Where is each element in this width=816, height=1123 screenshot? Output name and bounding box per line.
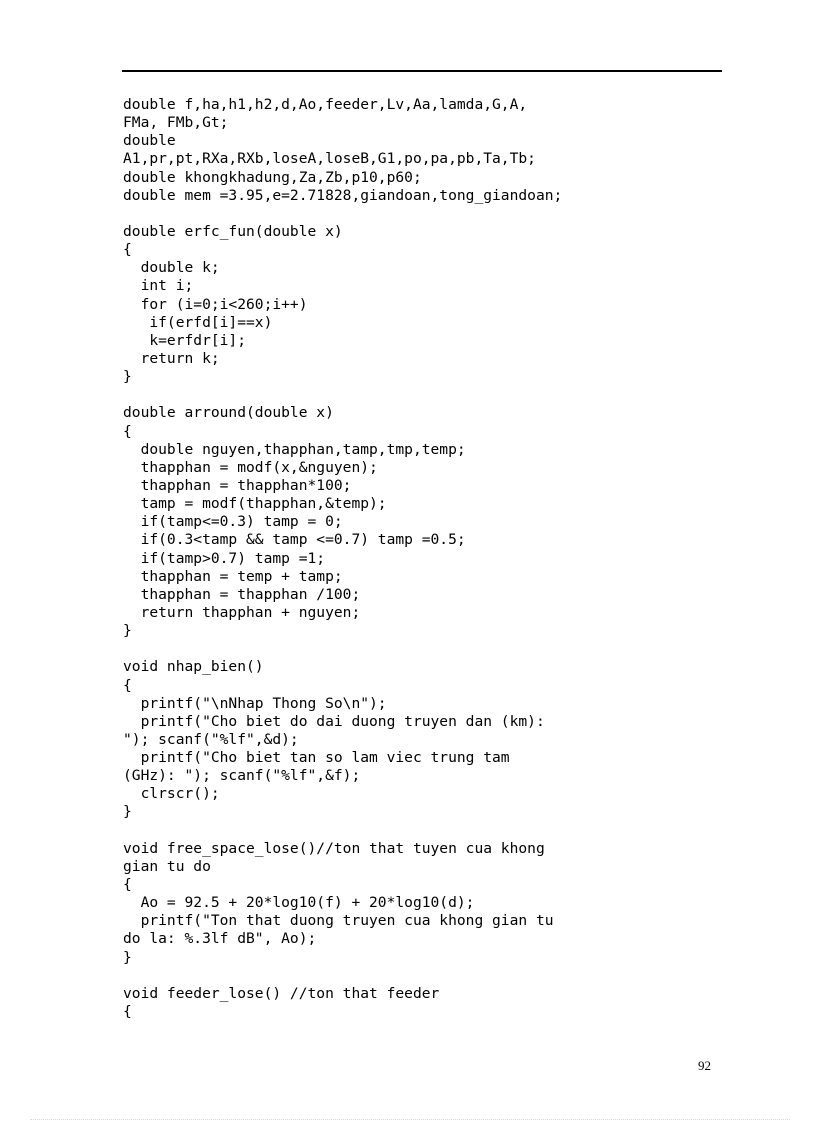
code-line: double f,ha,h1,h2,d,Ao,feeder,Lv,Aa,lamda,G,A,: [123, 96, 528, 113]
code-line: printf("\nNhap Thong So\n");: [123, 694, 387, 712]
code-line: if(0.3<tamp && tamp <=0.7) tamp =0.5;: [123, 531, 466, 549]
code-line: void feeder_lose() //ton that feeder: [123, 984, 440, 1002]
code-line: }: [123, 948, 132, 966]
code-line: thapphan = modf(x,&nguyen);: [123, 458, 378, 476]
code-line: if(tamp<=0.3) tamp = 0;: [123, 513, 343, 531]
code-line: int i;: [123, 277, 194, 295]
code-line: A1,pr,pt,RXa,RXb,loseA,loseB,G1,po,pa,pb,Ta,Tb;: [123, 150, 536, 168]
code-line: {: [123, 422, 132, 440]
code-line: double erfc_fun(double x): [123, 222, 343, 240]
code-line: printf("Ton that duong truyen cua khong gian tu: [123, 912, 554, 930]
code-line: {: [123, 676, 132, 694]
header-rule: [122, 70, 722, 72]
code-line: clrscr();: [123, 785, 220, 803]
code-line: {: [123, 241, 132, 259]
code-line: Ao = 92.5 + 20*log10(f) + 20*log10(d);: [123, 894, 475, 912]
footer-dotted-rule: [30, 1119, 790, 1120]
code-line: double mem =3.95,e=2.71828,giandoan,tong_giandoan;: [123, 186, 563, 204]
code-line: [123, 386, 723, 404]
code-line: double k;: [123, 259, 220, 277]
code-line: for (i=0;i<260;i++): [123, 295, 308, 313]
code-line: [123, 640, 723, 658]
code-line: [123, 967, 723, 985]
code-line: double nguyen,thapphan,tamp,tmp,temp;: [123, 440, 466, 458]
code-line: [123, 822, 723, 840]
code-line: }: [123, 622, 132, 640]
code-line: double arround(double x): [123, 404, 334, 422]
code-line: [123, 205, 723, 223]
code-line: thapphan = temp + tamp;: [123, 567, 343, 585]
code-line: void free_space_lose()//ton that tuyen cua khong: [123, 839, 545, 857]
code-line: return thapphan + nguyen;: [123, 603, 361, 621]
code-line: gian tu do: [123, 857, 211, 875]
code-line: }: [123, 368, 132, 386]
code-line: printf("Cho biet tan so lam viec trung tam: [123, 749, 510, 767]
code-line: return k;: [123, 349, 220, 367]
code-line: {: [123, 1003, 132, 1021]
code-line: k=erfdr[i];: [123, 331, 247, 349]
page-number: 92: [698, 1058, 711, 1073]
code-line: double: [123, 132, 176, 150]
code-line: (GHz): "); scanf("%lf",&f);: [123, 767, 361, 785]
code-line: printf("Cho biet do dai duong truyen dan (km):: [123, 712, 545, 730]
code-line: do la: %.3lf dB", Ao);: [123, 930, 317, 948]
code-line: thapphan = thapphan /100;: [123, 585, 361, 603]
code-line: thapphan = thapphan*100;: [123, 476, 352, 494]
code-line: "); scanf("%lf",&d);: [123, 730, 299, 748]
code-line: {: [123, 876, 132, 894]
code-line: void nhap_bien(): [123, 658, 264, 676]
code-line: if(tamp>0.7) tamp =1;: [123, 549, 326, 567]
code-line: tamp = modf(thapphan,&temp);: [123, 495, 387, 513]
code-listing: [123, 96, 723, 1021]
code-line: if(erfd[i]==x): [123, 313, 273, 331]
code-line: FMa, FMb,Gt;: [123, 114, 229, 132]
code-line: double khongkhadung,Za,Zb,p10,p60;: [123, 168, 422, 186]
code-line: }: [123, 803, 132, 821]
